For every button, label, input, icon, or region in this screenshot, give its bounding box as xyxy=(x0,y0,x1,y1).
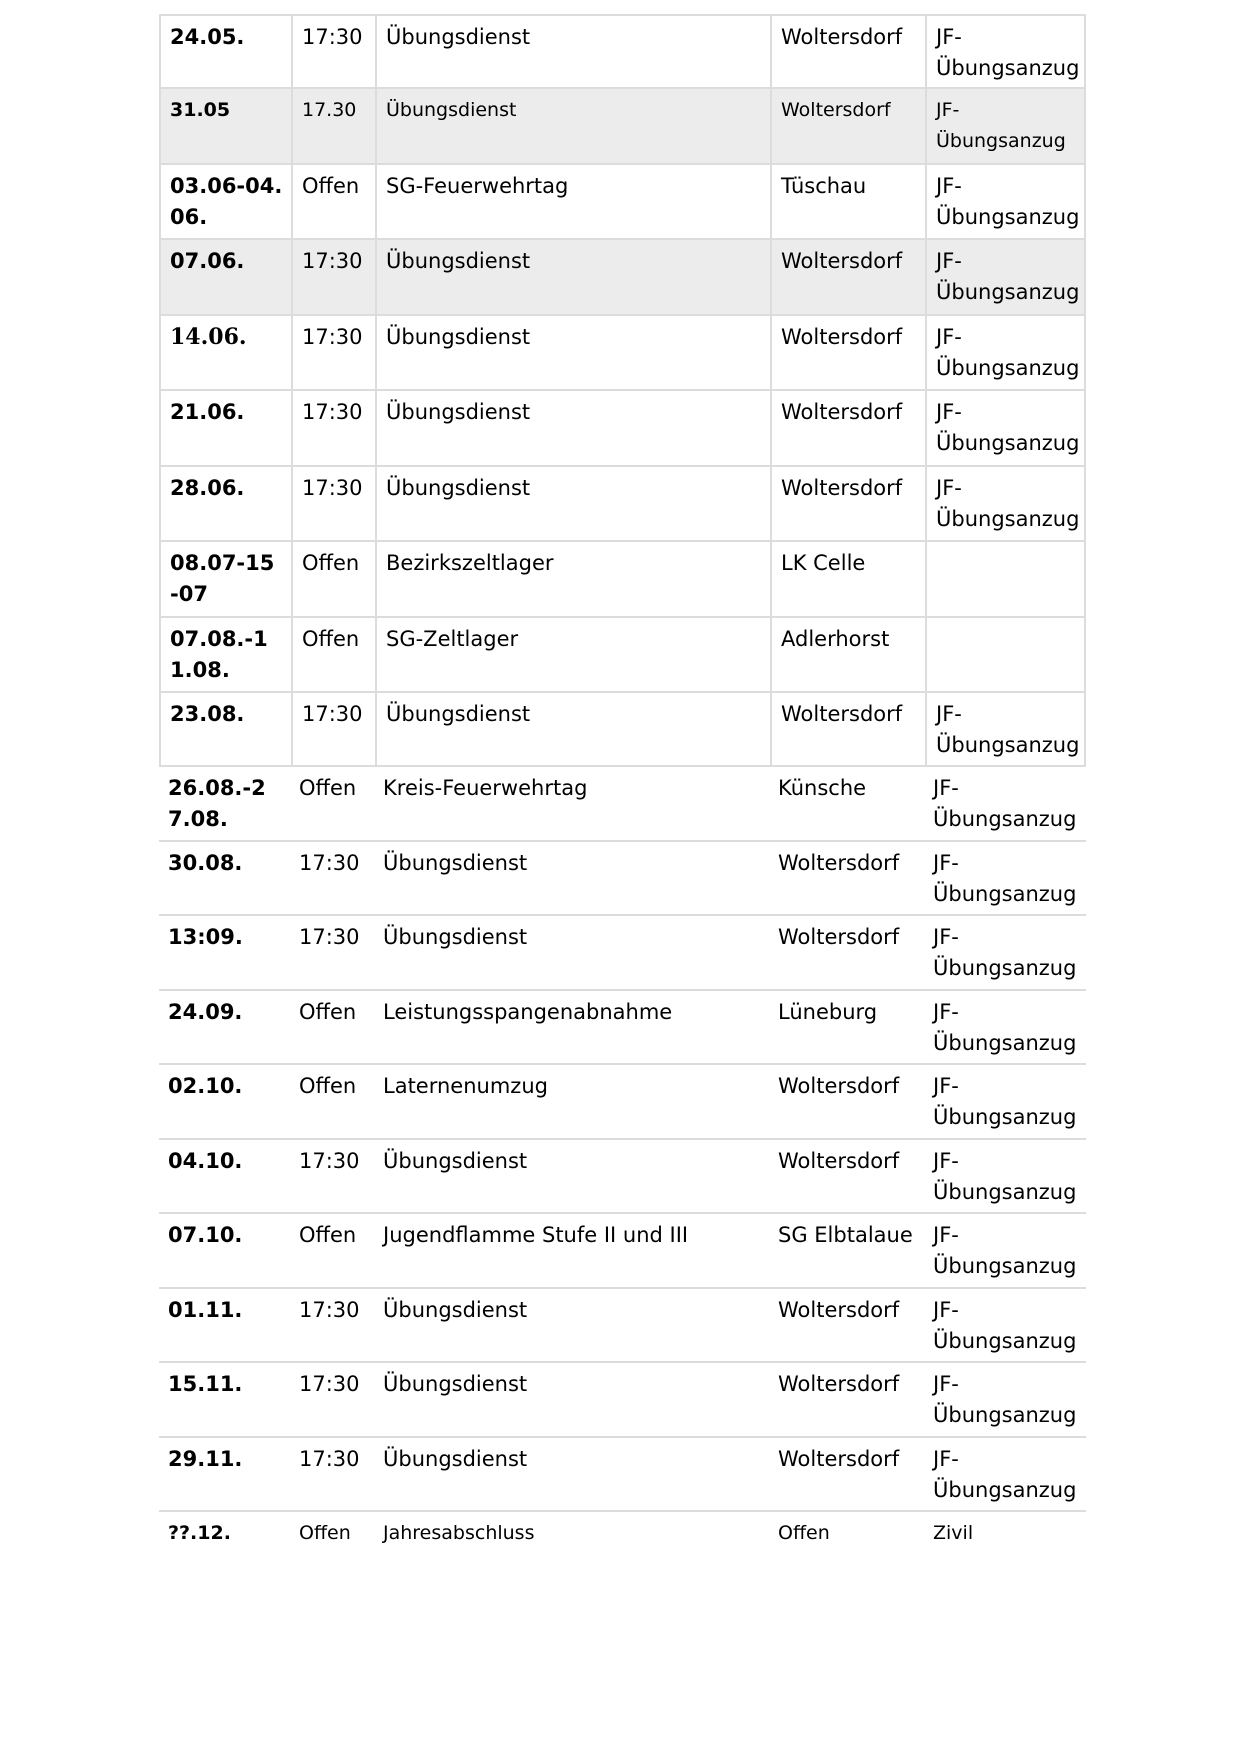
date-cell: 03.06-04.06. xyxy=(170,174,283,229)
time-cell: 17:30 xyxy=(299,1149,360,1173)
date-cell: ??.12. xyxy=(168,1522,231,1544)
table-row xyxy=(159,1140,1086,1214)
place-cell: LK Celle xyxy=(770,542,925,616)
attire-cell: JF-Übungsanzug xyxy=(933,925,1077,980)
attire-cell: JF-Übungsanzug xyxy=(925,391,1084,465)
date-cell: 24.05. xyxy=(170,25,245,49)
date-cell: 01.11. xyxy=(168,1298,243,1322)
time-cell: Offen xyxy=(299,1522,351,1544)
time-cell: 17:30 xyxy=(291,391,375,465)
place-cell: Woltersdorf xyxy=(770,467,925,540)
place-cell: Woltersdorf xyxy=(778,1447,900,1471)
time-cell: Offen xyxy=(291,542,375,616)
event-cell: Übungsdienst xyxy=(383,925,528,949)
date-cell: 15.11. xyxy=(168,1372,243,1396)
place-cell: SG Elbtalaue xyxy=(778,1223,913,1247)
date-cell: 31.05 xyxy=(170,99,231,121)
table-row xyxy=(159,1065,1086,1140)
attire-cell: JF-Übungsanzug xyxy=(933,1447,1077,1502)
attire-cell: JF-Übungsanzug xyxy=(925,467,1084,540)
date-cell: 07.10. xyxy=(168,1223,243,1247)
time-cell: 17:30 xyxy=(291,240,375,314)
event-cell: Übungsdienst xyxy=(383,1372,528,1396)
attire-cell: JF-Übungsanzug xyxy=(925,693,1084,765)
place-cell: Lüneburg xyxy=(778,1000,878,1024)
place-cell: Woltersdorf xyxy=(778,1298,900,1322)
attire-cell xyxy=(925,618,1084,691)
table-row xyxy=(159,316,1086,391)
time-cell: 17:30 xyxy=(291,467,375,540)
table-row xyxy=(159,542,1086,618)
time-cell: 17:30 xyxy=(299,851,360,875)
table-row xyxy=(159,1214,1086,1289)
date-cell: 14.06. xyxy=(170,324,247,350)
place-cell: Offen xyxy=(778,1522,830,1544)
date-cell: 04.10. xyxy=(168,1149,243,1173)
place-cell: Woltersdorf xyxy=(770,16,925,87)
schedule-table xyxy=(159,14,1086,1556)
date-cell: 07.06. xyxy=(170,249,245,273)
place-cell: Woltersdorf xyxy=(770,693,925,765)
table-row xyxy=(159,89,1086,165)
time-cell: Offen xyxy=(299,776,357,800)
attire-cell: JF-Übungsanzug xyxy=(933,1372,1077,1427)
attire-cell: JF-Übungsanzug xyxy=(933,1074,1077,1129)
time-cell: 17:30 xyxy=(299,1372,360,1396)
attire-cell: JF-Übungsanzug xyxy=(933,851,1077,906)
event-cell: Jahresabschluss xyxy=(383,1522,535,1544)
date-cell: 26.08.-27.08. xyxy=(168,776,266,831)
time-cell: 17.30 xyxy=(291,89,375,163)
place-cell: Woltersdorf xyxy=(770,316,925,389)
date-cell: 08.07-15-07 xyxy=(170,551,275,606)
event-cell: Übungsdienst xyxy=(383,851,528,875)
event-cell: SG-Feuerwehrtag xyxy=(375,165,770,238)
table-row xyxy=(159,1512,1086,1556)
date-cell: 24.09. xyxy=(168,1000,243,1024)
table-row xyxy=(159,916,1086,991)
place-cell: Woltersdorf xyxy=(778,1372,900,1396)
time-cell: 17:30 xyxy=(299,925,360,949)
place-cell: Woltersdorf xyxy=(770,240,925,314)
time-cell: 17:30 xyxy=(291,693,375,765)
time-cell: Offen xyxy=(291,165,375,238)
event-cell: Übungsdienst xyxy=(383,1298,528,1322)
table-row xyxy=(159,1363,1086,1438)
place-cell: Woltersdorf xyxy=(778,925,900,949)
table-row xyxy=(159,693,1086,767)
event-cell: SG-Zeltlager xyxy=(375,618,770,691)
event-cell: Laternenumzug xyxy=(383,1074,548,1098)
place-cell: Adlerhorst xyxy=(770,618,925,691)
attire-cell: Zivil xyxy=(933,1522,974,1544)
event-cell: Leistungsspangenabnahme xyxy=(383,1000,673,1024)
table-row xyxy=(159,467,1086,542)
time-cell: 17:30 xyxy=(291,16,375,87)
time-cell: 17:30 xyxy=(299,1447,360,1471)
table-row xyxy=(159,165,1086,240)
event-cell: Übungsdienst xyxy=(375,240,770,314)
attire-cell: JF-Übungsanzug xyxy=(933,1000,1077,1055)
event-cell: Übungsdienst xyxy=(375,391,770,465)
event-cell: Kreis-Feuerwehrtag xyxy=(383,776,588,800)
place-cell: Woltersdorf xyxy=(778,1074,900,1098)
event-cell: Übungsdienst xyxy=(375,693,770,765)
attire-cell: JF-Übungsanzug xyxy=(933,776,1077,831)
attire-cell: JF-Übungsanzug xyxy=(925,316,1084,389)
table-row xyxy=(159,842,1086,916)
attire-cell: JF-Übungsanzug xyxy=(925,165,1084,238)
attire-cell: JF-Übungsanzug xyxy=(925,89,1084,163)
attire-cell: JF-Übungsanzug xyxy=(925,16,1084,87)
time-cell: Offen xyxy=(299,1000,357,1024)
event-cell: Übungsdienst xyxy=(375,316,770,389)
date-cell: 13:09. xyxy=(168,925,243,949)
table-row xyxy=(159,767,1086,842)
event-cell: Bezirkszeltlager xyxy=(375,542,770,616)
event-cell: Jugendflamme Stufe II und III xyxy=(383,1223,689,1247)
attire-cell: JF-Übungsanzug xyxy=(933,1149,1077,1204)
time-cell: Offen xyxy=(299,1223,357,1247)
table-row xyxy=(159,391,1086,467)
attire-cell xyxy=(925,542,1084,616)
event-cell: Übungsdienst xyxy=(383,1447,528,1471)
date-cell: 07.08.-11.08. xyxy=(170,627,268,682)
event-cell: Übungsdienst xyxy=(375,467,770,540)
attire-cell: JF-Übungsanzug xyxy=(925,240,1084,314)
date-cell: 23.08. xyxy=(170,702,245,726)
place-cell: Woltersdorf xyxy=(778,851,900,875)
event-cell: Übungsdienst xyxy=(375,16,770,87)
table-row xyxy=(159,240,1086,316)
table-row xyxy=(159,1438,1086,1512)
date-cell: 02.10. xyxy=(168,1074,243,1098)
time-cell: 17:30 xyxy=(299,1298,360,1322)
table-row xyxy=(159,1289,1086,1363)
place-cell: Künsche xyxy=(778,776,867,800)
place-cell: Woltersdorf xyxy=(770,391,925,465)
attire-cell: JF-Übungsanzug xyxy=(933,1223,1077,1278)
table-row xyxy=(159,14,1086,89)
attire-cell: JF-Übungsanzug xyxy=(933,1298,1077,1353)
place-cell: Woltersdorf xyxy=(770,89,925,163)
date-cell: 21.06. xyxy=(170,400,245,424)
time-cell: Offen xyxy=(299,1074,357,1098)
date-cell: 30.08. xyxy=(168,851,243,875)
date-cell: 29.11. xyxy=(168,1447,243,1471)
place-cell: Woltersdorf xyxy=(778,1149,900,1173)
place-cell: Tüschau xyxy=(770,165,925,238)
time-cell: Offen xyxy=(291,618,375,691)
table-row xyxy=(159,991,1086,1065)
table-row xyxy=(159,618,1086,693)
time-cell: 17:30 xyxy=(291,316,375,389)
event-cell: Übungsdienst xyxy=(383,1149,528,1173)
date-cell: 28.06. xyxy=(170,476,245,500)
event-cell: Übungsdienst xyxy=(375,89,770,163)
